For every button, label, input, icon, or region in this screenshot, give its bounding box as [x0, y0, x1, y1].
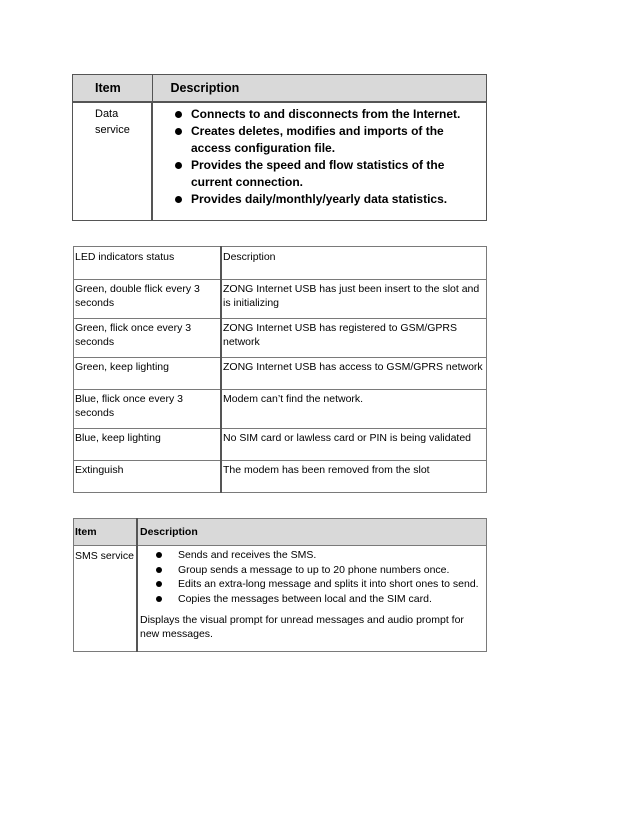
item-cell: SMS service — [74, 546, 138, 652]
list-item: Connects to and disconnects from the Internet. — [175, 106, 486, 123]
bullet-list — [138, 546, 486, 606]
list-item: Sends and receives the SMS. — [156, 548, 486, 563]
bullet-icon — [175, 196, 182, 203]
column-header-description: Description — [137, 519, 487, 546]
list-item: Provides the speed and flow statistics of the current connection. — [175, 157, 486, 191]
description-cell: Modem can’t find the network. — [221, 390, 487, 429]
status-cell: Green, double flick every 3 seconds — [74, 280, 222, 319]
table-header-row — [73, 75, 487, 103]
table-row — [73, 102, 487, 220]
column-header-item: Item — [73, 75, 153, 103]
column-header-item: Item — [74, 519, 138, 546]
table-row — [74, 546, 487, 652]
table-row — [74, 390, 487, 429]
table-row — [74, 358, 487, 390]
sms-service-table — [73, 518, 487, 652]
description-cell: ZONG Internet USB has just been insert to the slot and is initializing — [221, 280, 487, 319]
list-item: Provides daily/monthly/yearly data statistics. — [175, 191, 486, 208]
column-header-description: Description — [152, 75, 487, 103]
column-header-status: LED indicators status — [74, 247, 222, 280]
description-cell — [152, 102, 487, 220]
list-item: Edits an extra-long message and splits it into short ones to send. — [156, 577, 486, 592]
bullet-icon — [175, 111, 182, 118]
bullet-list — [153, 103, 486, 208]
description-cell: ZONG Internet USB has access to GSM/GPRS network — [221, 358, 487, 390]
status-cell: Green, flick once every 3 seconds — [74, 319, 222, 358]
bullet-icon — [156, 596, 162, 602]
status-cell: Blue, keep lighting — [74, 429, 222, 461]
item-cell: Data service — [73, 102, 153, 220]
description-cell: ZONG Internet USB has registered to GSM/GPRS network — [221, 319, 487, 358]
bullet-icon — [156, 552, 162, 558]
led-indicators-table — [73, 246, 487, 493]
status-cell: Green, keep lighting — [74, 358, 222, 390]
table-header-row — [74, 519, 487, 546]
list-item: Copies the messages between local and the SIM card. — [156, 592, 486, 607]
description-cell: The modem has been removed from the slot — [221, 461, 487, 493]
list-item: Group sends a message to up to 20 phone numbers once. — [156, 563, 486, 578]
table-header-row — [74, 247, 487, 280]
note-text: Displays the visual prompt for unread messages and audio prompt for new messages. — [140, 614, 464, 640]
table-row — [74, 280, 487, 319]
bullet-icon — [175, 162, 182, 169]
bullet-icon — [156, 581, 162, 587]
data-service-table — [72, 74, 487, 221]
description-cell: No SIM card or lawless card or PIN is being validated — [221, 429, 487, 461]
table-row — [74, 461, 487, 493]
description-cell — [137, 546, 487, 652]
bullet-icon — [175, 128, 182, 135]
table-row — [74, 429, 487, 461]
table-row — [74, 319, 487, 358]
column-header-description: Description — [221, 247, 487, 280]
list-item: Creates deletes, modifies and imports of the access configuration file. — [175, 123, 486, 157]
status-cell: Blue, flick once every 3 seconds — [74, 390, 222, 429]
status-cell: Extinguish — [74, 461, 222, 493]
bullet-icon — [156, 567, 162, 573]
